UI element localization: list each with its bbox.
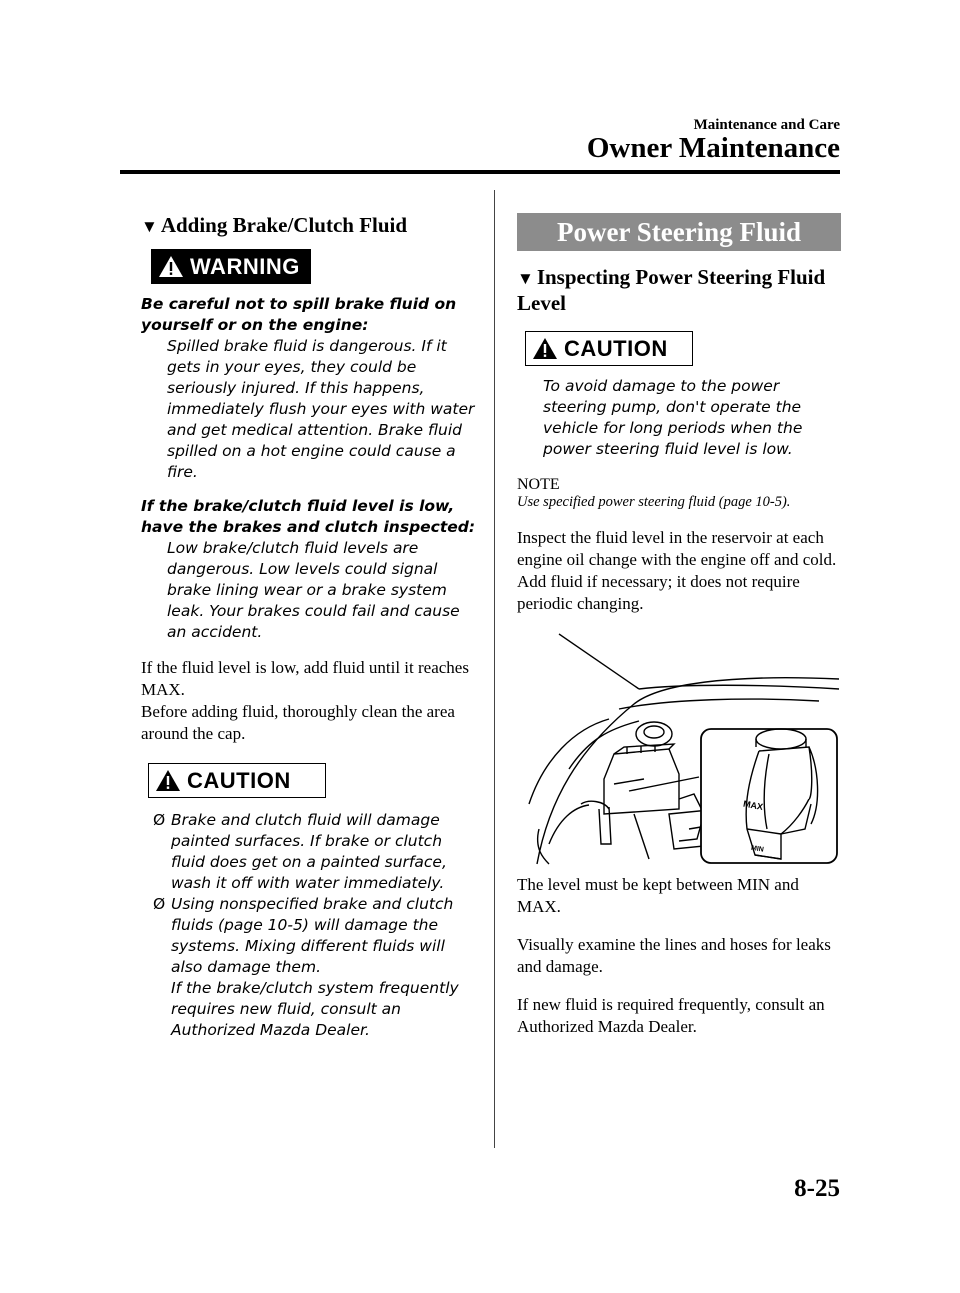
list-item: Ø Brake and clutch fluid will damage painted surfaces. If brake or clutch fluid does get on a painted surface, wash it off with water immediately. — [141, 810, 476, 894]
running-header-chapter: Owner Maintenance — [586, 132, 840, 164]
heading-inspecting-fluid: ▼ Inspecting Power Steering Fluid Level — [517, 265, 826, 315]
paragraph-level-range: The level must be kept between MIN and MAX. — [517, 875, 799, 916]
figure-max-label: MAX — [742, 798, 764, 812]
warning-1-title: Be careful not to spill brake fluid on yourself or on the engine: — [141, 295, 457, 334]
header-rule — [120, 170, 840, 174]
caution-badge-left: CAUTION — [148, 763, 326, 798]
caution-list — [141, 810, 476, 1041]
warning-1-body: Spilled brake fluid is dangerous. If it gets in your eyes, they could be seriously injured. If this happens, immediately flush your eyes with water and get medical attention. Brake fluid spilled on a hot engine could cause a fire. — [167, 337, 475, 481]
engine-bay-figure — [519, 629, 841, 869]
reservoir-illustration — [519, 629, 841, 869]
warning-badge: WARNING — [151, 249, 311, 284]
caution-badge-right: CAUTION — [525, 331, 693, 366]
paragraph-inspect-level: Inspect the fluid level in the reservoir at each engine oil change with the engine off and cold. Add fluid if necessary; it does not require periodic changing. — [517, 528, 837, 613]
warning-2-title: If the brake/clutch fluid level is low, have the brakes and clutch inspected: — [141, 497, 476, 536]
triangle-icon: ▼ — [141, 217, 158, 236]
caution-box-right — [525, 331, 841, 366]
triangle-icon: ▼ — [517, 269, 534, 288]
page-number: 8-25 — [794, 1175, 840, 1202]
caution-triangle-icon — [532, 337, 558, 360]
warning-2-body: Low brake/clutch fluid levels are dangerous. Low levels could signal brake lining wear or a brake system leak. Your brakes could fail and cause an accident. — [167, 539, 460, 641]
heading-adding-brake-fluid: ▼ Adding Brake/Clutch Fluid — [141, 213, 408, 237]
list-item: Ø Using nonspecified brake and clutch fluids (page 10-5) will damage the systems. Mixing different fluids will also damage them. If the brake/clutch system frequently requires new fluid, consult an Authorized Mazda Dealer. — [141, 894, 476, 1041]
note-label: NOTE — [517, 476, 560, 493]
warning-triangle-icon — [158, 255, 184, 278]
running-header-section: Maintenance and Care — [693, 117, 840, 133]
note-text: Use specified power steering fluid (page 10-5). — [517, 494, 791, 510]
column-divider — [494, 190, 495, 1148]
caution-box-left — [148, 763, 476, 798]
right-column — [517, 213, 841, 1038]
warning-item-2 — [141, 496, 476, 643]
left-column — [141, 213, 476, 1041]
section-title-power-steering: Power Steering Fluid — [517, 213, 841, 251]
paragraph-examine-lines: Visually examine the lines and hoses for leaks and damage. — [517, 935, 831, 976]
paragraph-clean-cap: Before adding fluid, thoroughly clean the area around the cap. — [141, 702, 455, 743]
caution-triangle-icon — [155, 769, 181, 792]
warning-item-1 — [141, 294, 476, 483]
figure-min-label: MIN — [750, 844, 765, 854]
paragraph-fluid-low: If the fluid level is low, add fluid until it reaches MAX. — [141, 658, 469, 699]
caution-text-right: To avoid damage to the power steering pump, don't operate the vehicle for long periods when the power steering fluid level is low. — [543, 377, 803, 458]
paragraph-consult-dealer: If new fluid is required frequently, consult an Authorized Mazda Dealer. — [517, 995, 825, 1036]
bullet-arrow-icon: Ø — [153, 811, 166, 829]
bullet-arrow-icon: Ø — [153, 895, 166, 913]
warning-box — [151, 249, 476, 284]
